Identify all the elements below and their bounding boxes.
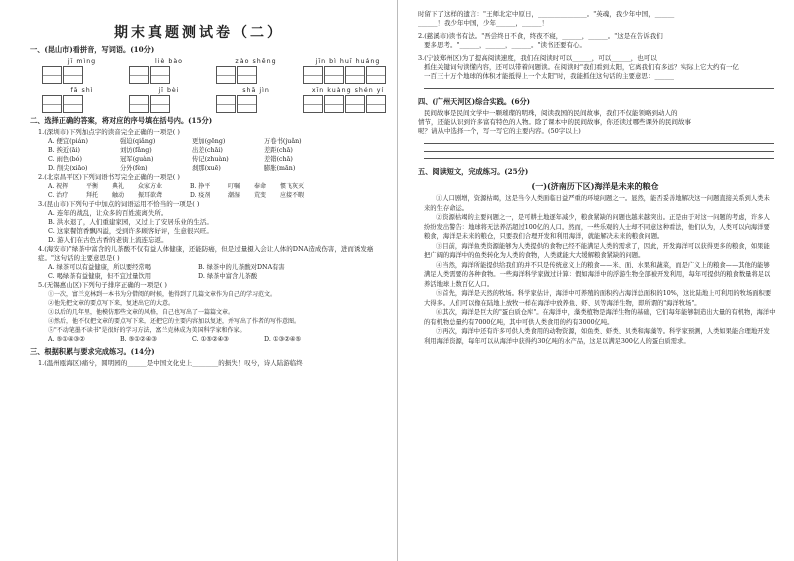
pinyin-group <box>303 58 393 84</box>
fill-line: 3.(宁波郑州区)为了提高阅读速度，我们在阅读时可以______，可以______，也可以 <box>418 54 657 62</box>
option: 荒变 <box>254 192 267 199</box>
pinyin-text: zào shēng <box>235 58 277 65</box>
option: 膨胀(mān) <box>264 165 296 172</box>
q5-sentence: ④然后，他不仅把文章的要点写下来，还把它的主要内容加以复述，并写出了作者的写作意图。 <box>48 318 301 325</box>
question-1: 1.(深圳市)下列加点字的读音完全正确的一项是( ) <box>38 128 180 136</box>
answer-box[interactable] <box>42 95 62 113</box>
option: 奉命 <box>254 183 267 190</box>
passage-paragraph: ⑦再次，海洋中还有许多可供人类食用的动物资源，如鱼类、虾类、贝类和海藻等。科学家预测，人类如果能合理地开发利用海洋资源，每年可以从海洋中获得约30亿吨的水产品，这足以满足300亿人的蛋白质需求。 <box>424 328 770 345</box>
option: 差错(chā) <box>264 156 293 163</box>
page-divider <box>397 0 398 561</box>
q4-option-row <box>48 272 394 281</box>
option: A. 绿茶可以有益健康，所以要经常喝 <box>48 264 152 271</box>
question-6: 1.(温州瓯海区)痛兮，圆明园的______是中国文化史上________的损失！叹兮，诗人陆游临终 <box>38 359 303 367</box>
option: B. 挨近(āi) <box>48 147 80 154</box>
option: C. 雨色(bó) <box>48 156 82 163</box>
pinyin-group <box>216 87 296 113</box>
option: D. 疫剂 <box>190 192 211 199</box>
option: B. ⑤①②④③ <box>120 336 157 343</box>
option: B. 绿茶中的儿茶酸对DNA有害 <box>198 264 285 271</box>
pinyin-text: fā shì <box>70 87 94 94</box>
answer-box[interactable] <box>324 66 344 84</box>
option: 差距(chā) <box>264 147 293 154</box>
q5-sentence: ①一次，富兰克林到一本书为分借阅的时候，他得到了几篇文章作为自己的学习范文。 <box>48 291 277 298</box>
q5-sentence: ②他先把文章的要点写下来，复述出它的大意。 <box>48 300 175 307</box>
left-page <box>4 0 394 561</box>
answer-box[interactable] <box>237 95 257 113</box>
option: C. ①⑤②④③ <box>192 336 229 343</box>
prompt-line: 情节，还能认识到许多富有特色的人物。除了课本中的民间故事，你还读过哪些课外的民间故事 <box>418 118 691 126</box>
question-3: 3.(昆山市)下列句子中加点的词语运用不恰当的一项是( ) <box>38 200 200 208</box>
answer-box[interactable] <box>237 66 257 84</box>
option: 万卷书(juǎn) <box>264 138 302 145</box>
fill-line: 一百三十万个地球的体积才能抵得上一个太阳"时，我能抓住这句话的主要意思：______ <box>424 72 674 80</box>
fill-line: 要多思考。"______，______，______。"读书还要有心。 <box>424 41 586 49</box>
answer-box[interactable] <box>63 66 83 84</box>
option: A. ⑤①④③② <box>48 336 85 343</box>
fill-line: ______！我少年中国，少年______，______！ <box>418 19 548 27</box>
answer-box[interactable] <box>216 66 236 84</box>
option: 分外(fèn) <box>120 165 148 172</box>
pinyin-text: shā jìn <box>242 87 270 94</box>
q1-option-row <box>48 146 394 155</box>
option: D. 绿茶中富含儿茶酸 <box>198 273 258 280</box>
option: C. 治疗 <box>48 192 69 199</box>
q3-option: B. 洪水退了，人们重建家园，又过上了安居乐业的生活。 <box>48 218 213 226</box>
option: 更加(gēng) <box>192 138 226 145</box>
pinyin-text: xīn kuàng shén yí <box>311 87 385 94</box>
pinyin-text: jī mìng <box>67 58 97 65</box>
pinyin-group <box>42 58 122 84</box>
pinyin-row-2 <box>42 87 394 113</box>
right-page <box>400 0 790 561</box>
q3-option: A. 连年的战乱，让众多的百姓流离失所。 <box>48 209 168 217</box>
section-4-heading: 四、(广州天河区)综合实践。(6分) <box>418 97 531 106</box>
option: 刘访(fǎng) <box>120 147 152 154</box>
answer-box[interactable] <box>150 66 170 84</box>
passage-paragraph: ②资源枯竭的主要问题之一，是可耕土地逐年减少，粮食紧缺的问题也越来越突出。正是由于对这一问题的考虑，许多人纷纷发出警告：地球将无法养活超过100亿的人口。然而，一些乐观的人士却不同意这种看法，他们认为，人类可以向海洋要粮食，海洋是未来的粮仓，只要我们合理开发和利用海洋，就能解决未来的粮食问题。 <box>424 214 770 240</box>
passage-paragraph: ④当然，海洋所能提供给我们的并不只是传统意义上的粮食——米、面、水果和蔬菜，而是广义上的粮食——其他的能够满足人类需要的各种食物。一些海洋科学家做过计算：假如海洋中的浮游生物全部被开发利用，每年可提供的粮食数量将足以养活地球上数百亿人口。 <box>424 261 771 288</box>
pinyin-row-1 <box>42 58 394 84</box>
option: 出差(chāi) <box>192 147 223 154</box>
pinyin-text: liè bào <box>154 58 184 65</box>
answer-box[interactable] <box>366 66 386 84</box>
pinyin-text: jīn bì huī huáng <box>315 58 381 65</box>
answer-box[interactable] <box>129 95 149 113</box>
section-1-heading: 一、(昆山市)看拼音，写词语。(10分) <box>30 45 155 54</box>
option: 传记(zhuàn) <box>192 156 229 163</box>
option: D. ①③②④⑤ <box>264 336 302 343</box>
q1-option-row <box>48 164 394 173</box>
answer-box[interactable] <box>324 95 344 113</box>
option: 振耳欲聋 <box>138 192 163 199</box>
option: 触动 <box>112 192 125 199</box>
option: 叮嘱 <box>228 183 241 190</box>
q4-option-row <box>48 263 394 272</box>
answer-box[interactable] <box>366 95 386 113</box>
passage-paragraph: ⑤首先，海洋是天然的牧场。科学家估计，海洋中可养殖的面积约占海洋总面积的10%，这比陆地上可利用的牧场面积要大得多。人们可以像在陆地上放牧一样在海洋中放养鱼、虾、贝等海洋生物，即所谓的"海洋牧场"。 <box>424 290 772 307</box>
option: A. 便宜(pián) <box>48 138 88 145</box>
section-3-heading: 三、根据积累与要求完成练习。(14分) <box>30 347 155 356</box>
q2-option-row <box>48 191 394 200</box>
answer-box[interactable] <box>345 66 365 84</box>
passage-paragraph: ⑥其次，海洋是巨大的"蛋白质仓库"。在海洋中，藻类植物是海洋生物的基础，它们每年能够制造出大量的有机物，海洋中的有机物总量约有7000亿吨，其中可供人类食用的约有3000亿吨。 <box>424 309 776 326</box>
option: 典礼 <box>112 183 125 190</box>
passage-paragraph: ①人口剧增，资源枯竭，这是当今人类面临日益严重的环境问题之一。显然，能否妥善地解决这一问题直接关系到人类未来的生存命运。 <box>424 195 770 212</box>
pinyin-group <box>129 87 209 113</box>
prompt-line: 呢？请从中选择一个，写一写它的主要内容。(50字以上) <box>418 127 581 135</box>
exam-title: 期末真题测试卷（二） <box>114 25 284 41</box>
option: 平衡 <box>86 183 99 190</box>
pinyin-group <box>42 87 122 113</box>
q5-option-row <box>48 335 394 344</box>
option: 拜托 <box>86 192 99 199</box>
answer-box[interactable] <box>129 66 149 84</box>
answer-line[interactable] <box>424 87 774 89</box>
option: C. 喝绿茶有益健康，但不宜过量饮用 <box>48 273 152 280</box>
q3-option: C. 这家餐馆香飘四溢，受到许多顾客好评，生意很兴旺。 <box>48 227 213 235</box>
question-2: 2.(北京昌平区)下列词语书写完全正确的一项是( ) <box>38 173 180 181</box>
answer-box[interactable] <box>303 66 323 84</box>
pinyin-group <box>129 58 209 84</box>
prompt-line: 民间故事是民间文学中一颗璀璨的明珠，阅读我国的民间故事，我们不仅能领略到动人的 <box>424 109 678 117</box>
option: A. 祝挥 <box>48 183 69 190</box>
fill-line: 2.(慈溪市)读书有法。"吾尝终日不食，终夜不寝，______，______。"这是在告诉我们 <box>418 32 663 40</box>
q3-option: D. 游人们在古色古香的老街上流连忘返。 <box>48 236 168 244</box>
q1-option-row <box>48 155 394 164</box>
answer-box[interactable] <box>63 95 83 113</box>
passage-paragraph: ③目前，海洋鱼类资源能够为人类提供的食物已经不能满足人类的需求了，因此，开发海洋可以获得更多的粮食，如果能把广阔的海洋中的鱼类转化为人类的食物，人类就能大大缓解粮食紧缺的问题。 <box>424 242 770 259</box>
section-5-heading: 五、阅读短文，完成练习。(25分) <box>418 167 529 176</box>
answer-box[interactable] <box>345 95 365 113</box>
q1-option-row <box>48 137 394 146</box>
fill-line: 时留下了这样的遗言："王师北定中原日，_______________。"英魂，我少年中国，______ <box>418 10 675 18</box>
answer-box[interactable] <box>42 66 62 84</box>
option: 众家方业 <box>138 183 163 190</box>
q2-option-row <box>48 182 394 191</box>
option: 强迫(qiǎng) <box>120 138 156 145</box>
answer-line[interactable] <box>424 157 774 159</box>
q5-sentence: ③以后的几年里，他模仿那些文章的风格，自己也写出了一篇篇文章。 <box>48 309 235 316</box>
option: 潮湿 <box>228 192 241 199</box>
question-4: 4.(海安市)"绿茶中富含的儿茶酸不仅有益人体健康，还能防癌，但是过量摄入会让人体的DNA造成伤害，进而诱发癌症。"这句话的主要意思是( ) <box>38 245 374 262</box>
answer-box[interactable] <box>150 95 170 113</box>
option: 惯飞灰灭 <box>280 183 305 190</box>
option: 冠军(guàn) <box>120 156 154 163</box>
answer-line[interactable] <box>424 142 774 144</box>
fill-line: 抓住关键词句读懂内容，还可以带着问题读。在阅读时"我们看到太阳，它离我们有多远？实际上它大约有一亿 <box>424 63 739 71</box>
option: B. 挣平 <box>190 183 211 190</box>
section-2-heading: 二、选择正确的答案，将对应的序号填在括号内。(15分) <box>30 116 213 125</box>
option: 应接不暇 <box>280 192 305 199</box>
passage-title: (一)(济南历下区)海洋是未来的粮仓 <box>531 181 659 191</box>
pinyin-group <box>303 87 393 113</box>
answer-line[interactable] <box>424 150 774 152</box>
q5-sentence: ⑤"不动笔墨不读书"是很好的学习方法，富兰克林成为美国科学家和作家。 <box>48 327 246 334</box>
option: D. 削尖(xiāo) <box>48 165 88 172</box>
answer-box[interactable] <box>216 95 236 113</box>
answer-box[interactable] <box>303 95 323 113</box>
option: 刹那(xuē) <box>192 165 221 172</box>
pinyin-group <box>216 58 296 84</box>
pinyin-text: jī bèi <box>158 87 180 94</box>
question-5: 5.(无锡惠山区)下列句子排序正确的一项是( ) <box>38 281 167 289</box>
